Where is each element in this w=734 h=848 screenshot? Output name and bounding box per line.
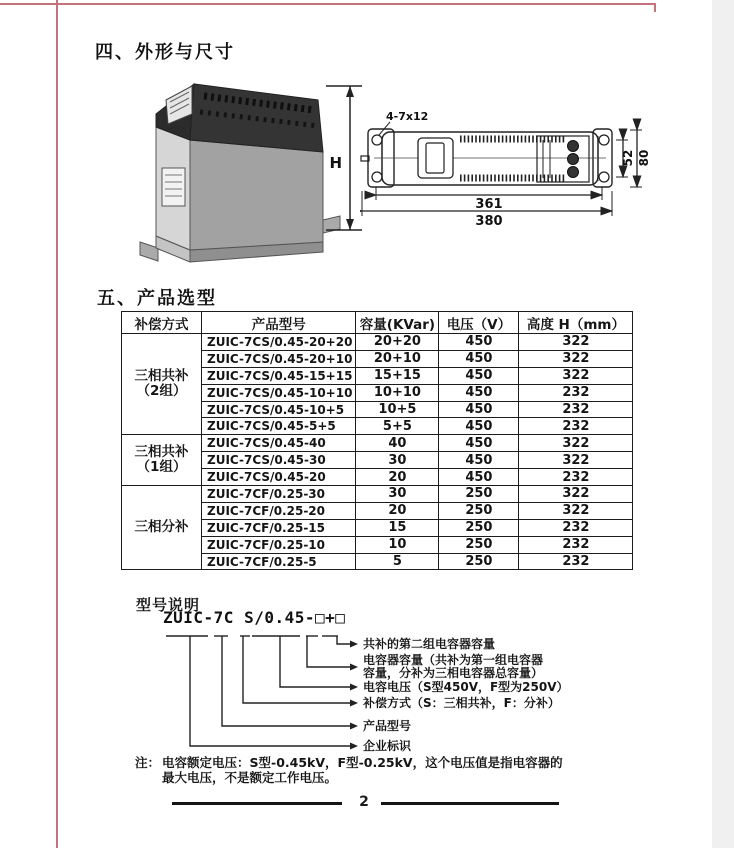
table-row	[122, 486, 633, 503]
height-cell: 232	[519, 469, 633, 486]
capacity-cell: 5+5	[356, 418, 439, 435]
compensation-group-label: 三相共补 （2组）	[122, 334, 202, 435]
capacity-cell: 20+10	[356, 350, 439, 367]
model-callout-label: 电容器容量（共补为第一组电容器 容量，分补为三相电容器总容量）	[363, 653, 544, 680]
model-string: ZUIC-7C S/0.45-□+□	[163, 608, 346, 627]
dim-H-label: H	[329, 154, 342, 172]
footnote	[135, 756, 595, 785]
page-footer	[0, 794, 734, 814]
hole-callout-label: 4-7x12	[386, 110, 429, 123]
model-cell: ZUIC-7CS/0.45-40	[202, 435, 356, 452]
voltage-cell: 450	[439, 367, 519, 384]
voltage-cell: 450	[439, 384, 519, 401]
column-header: 补偿方式	[122, 312, 202, 334]
voltage-cell: 250	[439, 486, 519, 503]
voltage-cell: 450	[439, 350, 519, 367]
capacity-cell: 10	[356, 536, 439, 553]
height-cell: 322	[519, 435, 633, 452]
height-cell: 322	[519, 486, 633, 503]
model-cell: ZUIC-7CF/0.25-10	[202, 536, 356, 553]
voltage-cell: 450	[439, 452, 519, 469]
section-title-selection: 五、产品选型	[97, 288, 217, 309]
capacity-cell: 10+5	[356, 401, 439, 418]
model-callout-label: 产品型号	[363, 719, 412, 733]
page-number: 2	[359, 794, 369, 810]
footer-rule-left	[172, 802, 342, 805]
dimension-drawing	[360, 96, 660, 230]
height-cell: 322	[519, 334, 633, 351]
capacity-cell: 15+15	[356, 367, 439, 384]
model-cell: ZUIC-7CS/0.45-20	[202, 469, 356, 486]
capacity-cell: 5	[356, 553, 439, 570]
column-header: 产品型号	[202, 312, 356, 334]
model-cell: ZUIC-7CS/0.45-15+15	[202, 367, 356, 384]
model-cell: ZUIC-7CS/0.45-10+10	[202, 384, 356, 401]
height-cell: 232	[519, 553, 633, 570]
height-cell: 322	[519, 367, 633, 384]
dim-361-label: 361	[475, 197, 503, 212]
model-cell: ZUIC-7CF/0.25-20	[202, 502, 356, 519]
red-border-right	[654, 3, 656, 12]
section-title-dimensions: 四、外形与尺寸	[95, 42, 235, 63]
height-cell: 232	[519, 519, 633, 536]
model-cell: ZUIC-7CS/0.45-5+5	[202, 418, 356, 435]
height-cell: 322	[519, 502, 633, 519]
model-cell: ZUIC-7CS/0.45-10+5	[202, 401, 356, 418]
voltage-cell: 450	[439, 334, 519, 351]
capacity-cell: 30	[356, 452, 439, 469]
model-cell: ZUIC-7CF/0.25-15	[202, 519, 356, 536]
height-cell: 232	[519, 401, 633, 418]
footnote-text: 电容额定电压：S型-0.45kV，F型-0.25kV，这个电压值是指电容器的 最大电压，不是额定工作电压。	[162, 755, 563, 785]
column-header: 高度 H（mm）	[519, 312, 633, 334]
product-table-header-row	[122, 312, 633, 334]
red-border-left	[56, 0, 58, 848]
voltage-cell: 450	[439, 418, 519, 435]
dim-52-label: 52	[621, 149, 635, 167]
voltage-cell: 250	[439, 519, 519, 536]
scan-edge-strip	[712, 0, 734, 848]
capacity-cell: 20	[356, 469, 439, 486]
voltage-cell: 250	[439, 502, 519, 519]
product-photo	[126, 72, 366, 274]
capacity-cell: 15	[356, 519, 439, 536]
model-cell: ZUIC-7CF/0.25-5	[202, 553, 356, 570]
voltage-cell: 250	[439, 536, 519, 553]
capacity-cell: 30	[356, 486, 439, 503]
column-header: 电压（V）	[439, 312, 519, 334]
height-cell: 232	[519, 418, 633, 435]
footer-rule-right	[381, 802, 559, 805]
height-cell: 232	[519, 536, 633, 553]
voltage-cell: 450	[439, 435, 519, 452]
footnote-prefix: 注：	[135, 755, 161, 770]
height-cell: 322	[519, 452, 633, 469]
capacity-cell: 10+10	[356, 384, 439, 401]
model-cell: ZUIC-7CS/0.45-20+20	[202, 334, 356, 351]
voltage-cell: 450	[439, 401, 519, 418]
model-cell: ZUIC-7CF/0.25-30	[202, 486, 356, 503]
model-connector-diagram	[140, 612, 366, 762]
column-header: 容量(KVar)	[356, 312, 439, 334]
model-cell: ZUIC-7CS/0.45-30	[202, 452, 356, 469]
model-callout-label: 共补的第二组电容器容量	[363, 637, 496, 651]
dim-380-label: 380	[475, 214, 503, 229]
model-callout-label: 补偿方式（S：三相共补，F：分补）	[363, 696, 560, 710]
model-callout-label: 电容电压（S型450V，F型为250V）	[363, 680, 569, 694]
product-table	[121, 311, 633, 570]
model-callout-label: 企业标识	[363, 739, 412, 753]
model-cell: ZUIC-7CS/0.45-20+10	[202, 350, 356, 367]
model-explanation-title: 型号说明	[136, 596, 201, 614]
table-row	[122, 334, 633, 351]
height-cell: 232	[519, 384, 633, 401]
voltage-cell: 450	[439, 469, 519, 486]
capacity-cell: 40	[356, 435, 439, 452]
voltage-cell: 250	[439, 553, 519, 570]
height-cell: 322	[519, 350, 633, 367]
red-border-top	[0, 3, 656, 5]
table-row	[122, 435, 633, 452]
compensation-group-label: 三相共补 （1组）	[122, 435, 202, 486]
product-table-body	[122, 334, 633, 570]
dim-80-label: 80	[637, 149, 651, 167]
capacity-cell: 20+20	[356, 334, 439, 351]
compensation-group-label: 三相分补	[122, 486, 202, 570]
capacity-cell: 20	[356, 502, 439, 519]
